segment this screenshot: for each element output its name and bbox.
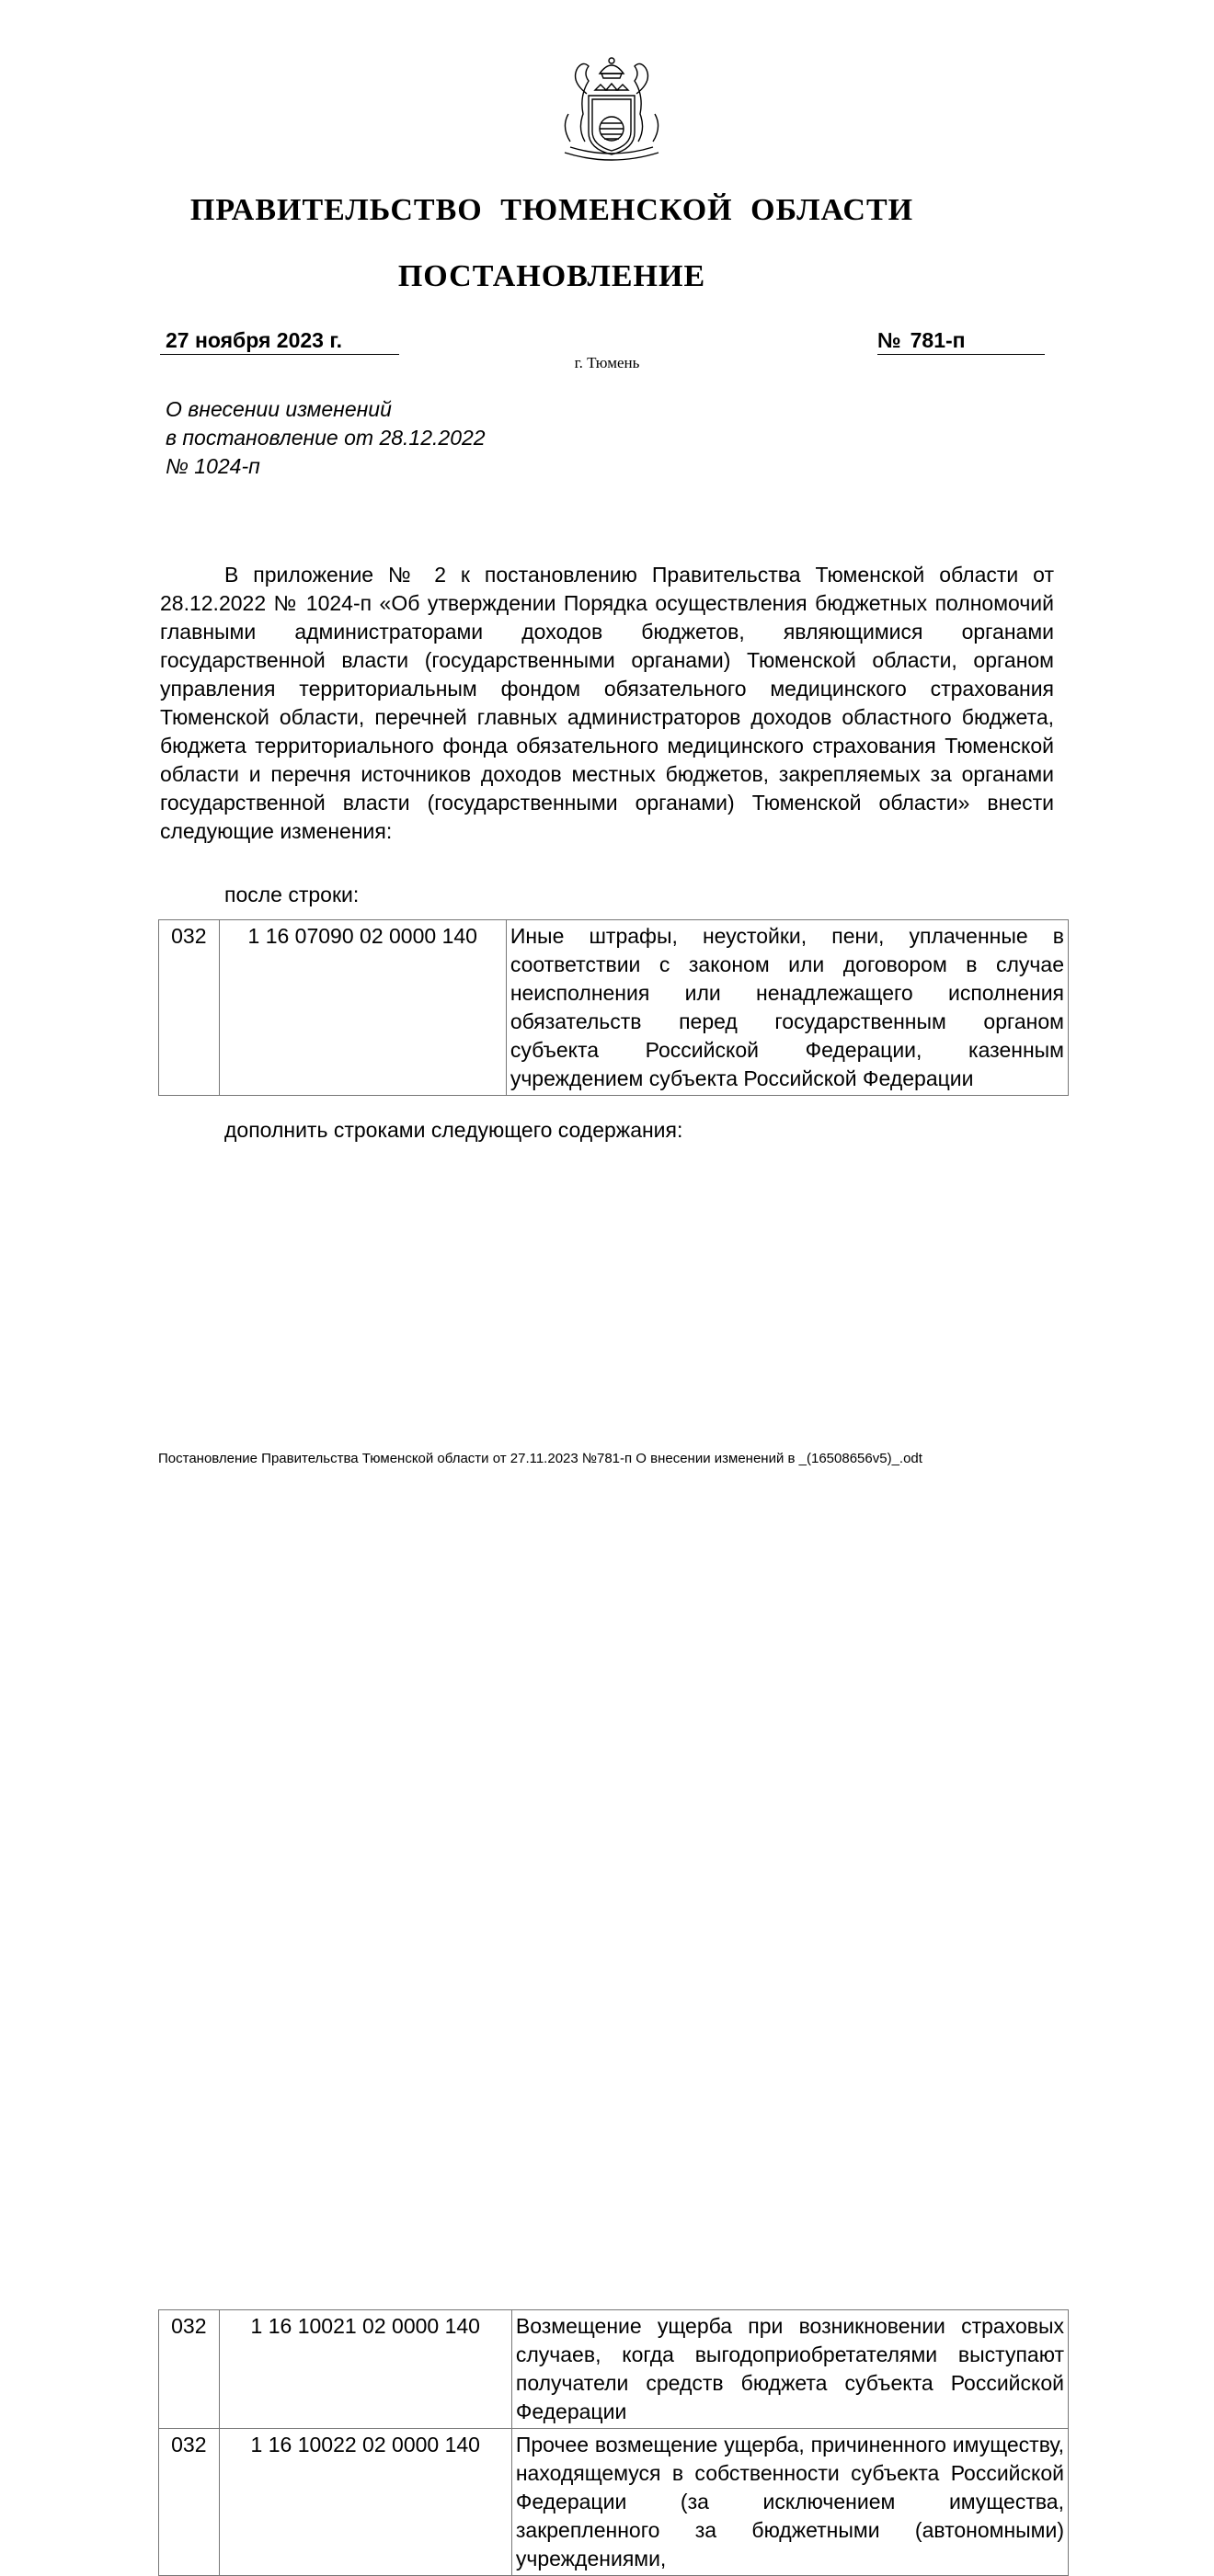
income-name-cell: Возмещение ущерба при возникновении страховых случаев, когда выгодоприобретателями выступают получатели средств бюджета субъекта Российской Федерации bbox=[511, 2310, 1068, 2429]
budget-code-cell: 1 16 10021 02 0000 140 bbox=[219, 2310, 511, 2429]
number-sign: № bbox=[877, 328, 901, 352]
admin-code-cell: 032 bbox=[159, 2429, 220, 2576]
subject-line: О внесении изменений bbox=[166, 397, 392, 421]
admin-code-cell: 032 bbox=[159, 2310, 220, 2429]
document-date: 27 ноября 2023 г. bbox=[160, 326, 399, 355]
add-rows-label: дополнить строками следующего содержания: bbox=[224, 1118, 683, 1142]
subject-line: в постановление от 28.12.2022 bbox=[166, 426, 486, 450]
new-rows-table bbox=[158, 2309, 1069, 2576]
organization-title: ПРАВИТЕЛЬСТВО ТЮМЕНСКОЙ ОБЛАСТИ bbox=[189, 193, 914, 227]
footer-filename: Постановление Правительства Тюменской области от 27.11.2023 №781-п О внесении изменений в _(16508656v5)_.odt bbox=[158, 1451, 922, 1466]
document-number: 781-п bbox=[910, 328, 966, 352]
subject-line: № 1024-п bbox=[166, 454, 260, 478]
document-subject bbox=[166, 395, 486, 481]
admin-code-cell: 032 bbox=[159, 920, 220, 1096]
after-row-label: после строки: bbox=[224, 883, 360, 906]
table-row bbox=[159, 2429, 1069, 2576]
income-name-cell: Иные штрафы, неустойки, пени, уплаченные в соответствии с законом или договором в случае неисполнения или ненадлежащего исполнения обязательств перед государственным органом субъекта Российской Федерации, казенным учреждением субъекта Российской Федерации bbox=[506, 920, 1068, 1096]
body-paragraph: В приложение № 2 к постановлению Правительства Тюменской области от 28.12.2022 № 1024-п «Об утверждении Порядка осуществления бюджетных полномочий главными администраторами доходов бюджетов, являющимися органами государственной власти (государственными органами) Тюменской области, органом управления территориальным фондом обязательного медицинского страхования Тюменской области, перечней главных администраторов доходов областного бюджета, бюджета территориального фонда обязательного медицинского страхования Тюменской области и перечня источников доходов местных бюджетов, закрепляемых за органами государственной власти (государственными органами) Тюменской области» внести следующие изменения: bbox=[160, 563, 1054, 843]
document-number-field bbox=[877, 326, 1045, 355]
budget-code-cell: 1 16 10022 02 0000 140 bbox=[219, 2429, 511, 2576]
income-name-cell: Прочее возмещение ущерба, причиненного имуществу, находящемуся в собственности субъекта Российской Федерации (за исключением имущества, закрепленного за бюджетными (автономными) учреждениями, bbox=[511, 2429, 1068, 2576]
budget-code-cell: 1 16 07090 02 0000 140 bbox=[219, 920, 506, 1096]
document-type-heading: ПОСТАНОВЛЕНИЕ bbox=[397, 259, 706, 293]
table-row bbox=[159, 2310, 1069, 2429]
city-label: г. Тюмень bbox=[574, 354, 640, 371]
coat-of-arms-icon bbox=[543, 53, 681, 169]
existing-row-table bbox=[158, 919, 1069, 1096]
table-row bbox=[159, 920, 1069, 1096]
